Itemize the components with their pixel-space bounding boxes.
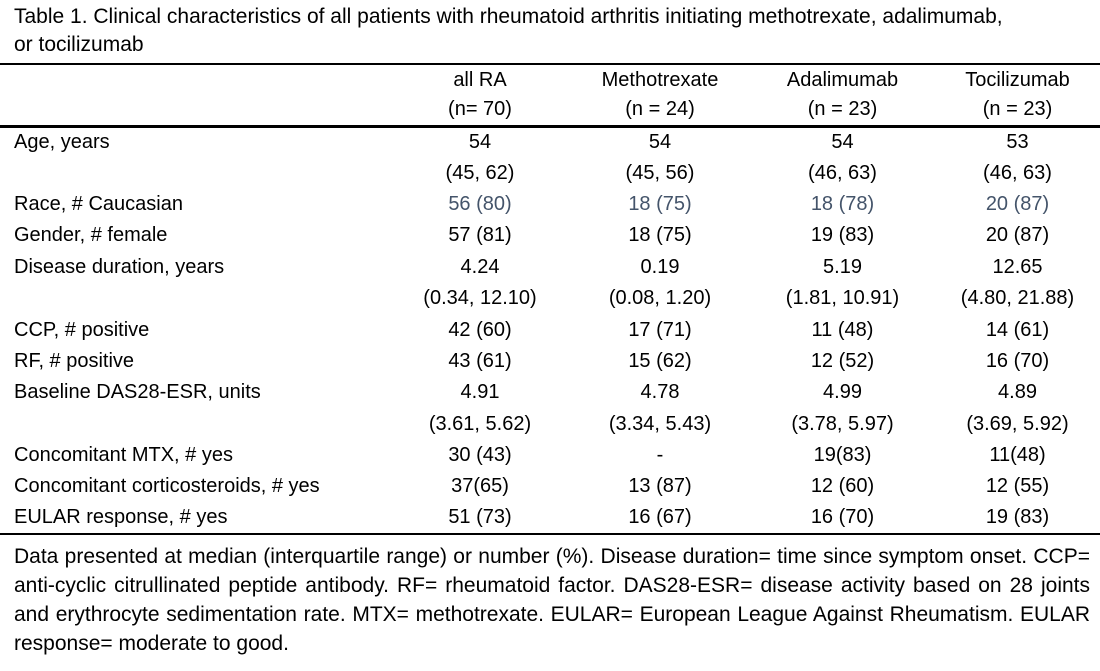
table-cell: 54 bbox=[648, 130, 672, 153]
table-row bbox=[0, 471, 1100, 502]
table-cell: 4.89 bbox=[998, 381, 1037, 404]
row-label bbox=[0, 157, 390, 188]
table-cell: 56 (80) bbox=[448, 192, 512, 215]
table-cell: 11 (48) bbox=[811, 318, 874, 341]
header-name-row bbox=[0, 64, 1100, 95]
table-cell: - bbox=[656, 444, 664, 467]
row-label: Gender, # female bbox=[14, 224, 168, 247]
column-header: Methotrexate bbox=[601, 68, 719, 91]
table-cell: (45, 62) bbox=[445, 161, 515, 184]
table-row bbox=[0, 126, 1100, 157]
table-row bbox=[0, 157, 1100, 188]
table-row bbox=[0, 440, 1100, 471]
row-label: Concomitant corticosteroids, # yes bbox=[14, 475, 320, 498]
table-cell: 57 (81) bbox=[448, 224, 512, 247]
table-cell: 20 (87) bbox=[985, 224, 1050, 247]
row-label: Age, years bbox=[14, 130, 110, 153]
table-row bbox=[0, 409, 1100, 440]
column-header: Adalimumab bbox=[786, 68, 899, 91]
table-cell: 19 (83) bbox=[985, 506, 1050, 529]
column-header: all RA bbox=[453, 68, 507, 91]
table-cell: 18 (75) bbox=[628, 192, 692, 215]
table-cell: 54 bbox=[831, 130, 854, 153]
table-cell: 51 (73) bbox=[448, 506, 512, 529]
column-n-count: (n = 24) bbox=[625, 98, 695, 121]
table-cell: 12 (52) bbox=[810, 349, 875, 372]
table-cell: 37(65) bbox=[451, 475, 509, 498]
table-cell: 53 bbox=[1006, 130, 1029, 153]
table-cell: 43 (61) bbox=[448, 349, 512, 372]
table-cell: (0.34, 12.10) bbox=[423, 287, 537, 310]
table-cell: 12 (55) bbox=[985, 475, 1050, 498]
table-cell: (3.78, 5.97) bbox=[791, 412, 894, 435]
table-cell: (3.34, 5.43) bbox=[608, 412, 712, 435]
column-n-count: (n= 70) bbox=[448, 98, 512, 121]
table-cell: 17 (71) bbox=[628, 318, 692, 341]
table-header bbox=[0, 64, 1100, 126]
table-cell: (4.80, 21.88) bbox=[960, 287, 1075, 310]
table-cell: 15 (62) bbox=[628, 349, 692, 372]
table-cell: 4.99 bbox=[823, 381, 862, 404]
table-cell: 0.19 bbox=[640, 255, 680, 278]
table-cell: (46, 63) bbox=[983, 161, 1052, 184]
table-cell: 30 (43) bbox=[448, 444, 512, 467]
row-label: CCP, # positive bbox=[14, 318, 150, 341]
table-body bbox=[0, 126, 1100, 534]
table-row bbox=[0, 220, 1100, 251]
table-title: Table 1. Clinical characteristics of all patients with rheumatoid arthritis initiating methotrexate, adalimumab, or tocilizumab bbox=[14, 5, 1003, 56]
table-cell: (3.69, 5.92) bbox=[966, 412, 1069, 435]
table-cell: 4.78 bbox=[640, 381, 680, 404]
table-cell: 20 (87) bbox=[985, 192, 1050, 215]
table-cell: 4.91 bbox=[460, 381, 500, 404]
table-cell: 14 (61) bbox=[985, 318, 1050, 341]
row-label bbox=[0, 409, 390, 440]
table-cell: 13 (87) bbox=[628, 475, 692, 498]
clinical-characteristics-table bbox=[0, 63, 1100, 535]
table-cell: 12 (60) bbox=[810, 475, 875, 498]
table-row bbox=[0, 189, 1100, 220]
row-label: Baseline DAS28-ESR, units bbox=[14, 381, 261, 404]
table-row bbox=[0, 252, 1100, 283]
table-cell: 12.65 bbox=[992, 255, 1043, 278]
table-cell: (0.08, 1.20) bbox=[608, 287, 712, 310]
table-cell: 18 (75) bbox=[628, 224, 692, 247]
table-cell: 54 bbox=[468, 130, 492, 153]
table-cell: 42 (60) bbox=[448, 318, 512, 341]
row-label: Disease duration, years bbox=[14, 255, 225, 278]
table-row bbox=[0, 346, 1100, 377]
table-cell: 19(83) bbox=[813, 444, 872, 467]
table-cell: 5.19 bbox=[823, 255, 862, 278]
table-cell: 16 (70) bbox=[810, 506, 875, 529]
row-label: EULAR response, # yes bbox=[14, 506, 228, 529]
column-header: Tocilizumab bbox=[965, 68, 1070, 91]
table-cell: (3.61, 5.62) bbox=[428, 412, 532, 435]
table-cell: (1.81, 10.91) bbox=[785, 287, 900, 310]
table-row bbox=[0, 503, 1100, 534]
table-cell: 16 (70) bbox=[985, 349, 1050, 372]
table-cell: (45, 56) bbox=[625, 161, 695, 184]
table-cell: 4.24 bbox=[460, 255, 500, 278]
table-cell: 19 (83) bbox=[810, 224, 875, 247]
table-row bbox=[0, 377, 1100, 408]
row-label bbox=[0, 283, 390, 314]
header-n-row bbox=[0, 95, 1100, 126]
corner-spacer bbox=[0, 95, 390, 126]
column-n-count: (n = 23) bbox=[982, 98, 1053, 121]
corner-spacer bbox=[0, 64, 390, 95]
column-n-count: (n = 23) bbox=[807, 98, 878, 121]
table-cell: (46, 63) bbox=[808, 161, 877, 184]
table-footnote: Data presented at median (interquartile range) or number (%). Disease duration= time since symptom onset. CCP= anti-cyclic citrullinated peptide antibody. RF= rheumatoid factor. DAS28-ESR= disease activity based on 28 joints and erythrocyte sedimentation rate. MTX= methotrexate. EULAR= European League Against Rheumatism. EULAR response= moderate to good. bbox=[14, 545, 1090, 656]
table-cell: 16 (67) bbox=[628, 506, 692, 529]
row-label: RF, # positive bbox=[14, 349, 135, 372]
row-label: Concomitant MTX, # yes bbox=[14, 444, 233, 467]
table-cell: 18 (78) bbox=[810, 192, 875, 215]
row-label: Race, # Caucasian bbox=[14, 192, 183, 215]
table-row bbox=[0, 283, 1100, 314]
table-row bbox=[0, 314, 1100, 345]
table-cell: 11(48) bbox=[989, 444, 1046, 467]
